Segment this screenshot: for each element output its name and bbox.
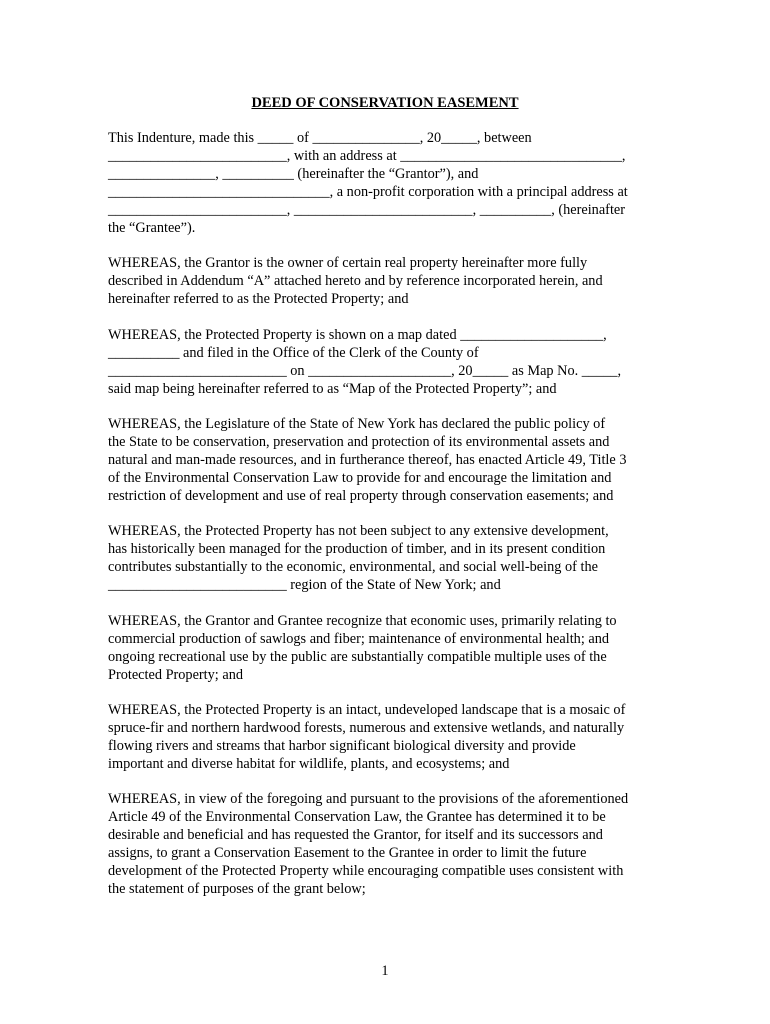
text-line: WHEREAS, the Protected Property is shown on a map dated ____________________,	[108, 327, 607, 343]
paragraph-whereas-foregoing	[108, 790, 668, 898]
paragraph-whereas-economic-uses	[108, 612, 668, 684]
text-line: desirable and beneficial and has requested the Grantor, for itself and its successors and	[108, 827, 603, 843]
text-line: WHEREAS, the Legislature of the State of New York has declared the public policy of	[108, 416, 606, 432]
text-line: natural and man-made resources, and in furtherance thereof, has enacted Article 49, Title 3	[108, 452, 627, 468]
text-line: _______________, __________ (hereinafter the “Grantor”), and	[108, 166, 479, 182]
paragraph-whereas-owner	[108, 254, 668, 308]
text-line: ongoing recreational use by the public are substantially compatible multiple uses of the	[108, 649, 607, 665]
text-line: described in Addendum “A” attached hereto and by reference incorporated herein, and	[108, 273, 603, 289]
text-line: _______________________________, a non-profit corporation with a principal address at	[108, 184, 628, 200]
paragraph-whereas-development	[108, 522, 668, 594]
text-line: the State to be conservation, preservation and protection of its environmental assets and	[108, 434, 610, 450]
text-line: assigns, to grant a Conservation Easement to the Grantee in order to limit the future	[108, 845, 587, 861]
text-line: flowing rivers and streams that harbor significant biological diversity and provide	[108, 738, 576, 754]
text-line: This Indenture, made this _____ of _______________, 20_____, between	[108, 130, 532, 146]
text-line: the statement of purposes of the grant below;	[108, 881, 366, 897]
text-line: _________________________ region of the State of New York; and	[108, 577, 501, 593]
text-line: _________________________, with an address at _______________________________,	[108, 148, 626, 164]
text-line: commercial production of sawlogs and fiber; maintenance of environmental health; and	[108, 631, 610, 647]
text-line: restriction of development and use of real property through conservation easements; and	[108, 488, 614, 504]
page-number: 1	[381, 963, 389, 979]
text-line: said map being hereinafter referred to as “Map of the Protected Property”; and	[108, 381, 557, 397]
text-line: WHEREAS, the Grantor is the owner of certain real property hereinafter more fully	[108, 255, 588, 271]
paragraph-whereas-legislature	[108, 415, 668, 505]
text-line: Article 49 of the Environmental Conservation Law, the Grantee has determined it to be	[108, 809, 606, 825]
text-line: hereinafter referred to as the Protected Property; and	[108, 291, 409, 307]
text-line: __________ and filed in the Office of the Clerk of the County of	[108, 345, 479, 361]
text-line: _________________________ on ____________________, 20_____ as Map No. _____,	[108, 363, 622, 379]
text-line: WHEREAS, the Protected Property has not been subject to any extensive development,	[108, 523, 609, 539]
text-line: _________________________, _________________________, __________, (hereinafter	[108, 202, 626, 218]
text-line: spruce-fir and northern hardwood forests, numerous and extensive wetlands, and naturally	[108, 720, 625, 736]
text-line: WHEREAS, the Grantor and Grantee recognize that economic uses, primarily relating to	[108, 613, 617, 629]
text-line: Protected Property; and	[108, 667, 243, 683]
text-line: contributes substantially to the economic, environmental, and social well-being of the	[108, 559, 598, 575]
text-line: the “Grantee”).	[108, 220, 196, 236]
text-line: WHEREAS, in view of the foregoing and pursuant to the provisions of the aforementioned	[108, 791, 629, 807]
paragraph-whereas-map	[108, 326, 668, 398]
document-title: DEED OF CONSERVATION EASEMENT	[251, 95, 519, 111]
paragraph-indenture	[108, 129, 668, 237]
text-line: has historically been managed for the production of timber, and in its present condition	[108, 541, 606, 557]
text-line: of the Environmental Conservation Law to provide for and encourage the limitation and	[108, 470, 612, 486]
text-line: important and diverse habitat for wildlife, plants, and ecosystems; and	[108, 756, 510, 772]
text-line: development of the Protected Property while encouraging compatible uses consistent with	[108, 863, 624, 879]
paragraph-whereas-landscape	[108, 701, 668, 773]
text-line: WHEREAS, the Protected Property is an intact, undeveloped landscape that is a mosaic of	[108, 702, 626, 718]
